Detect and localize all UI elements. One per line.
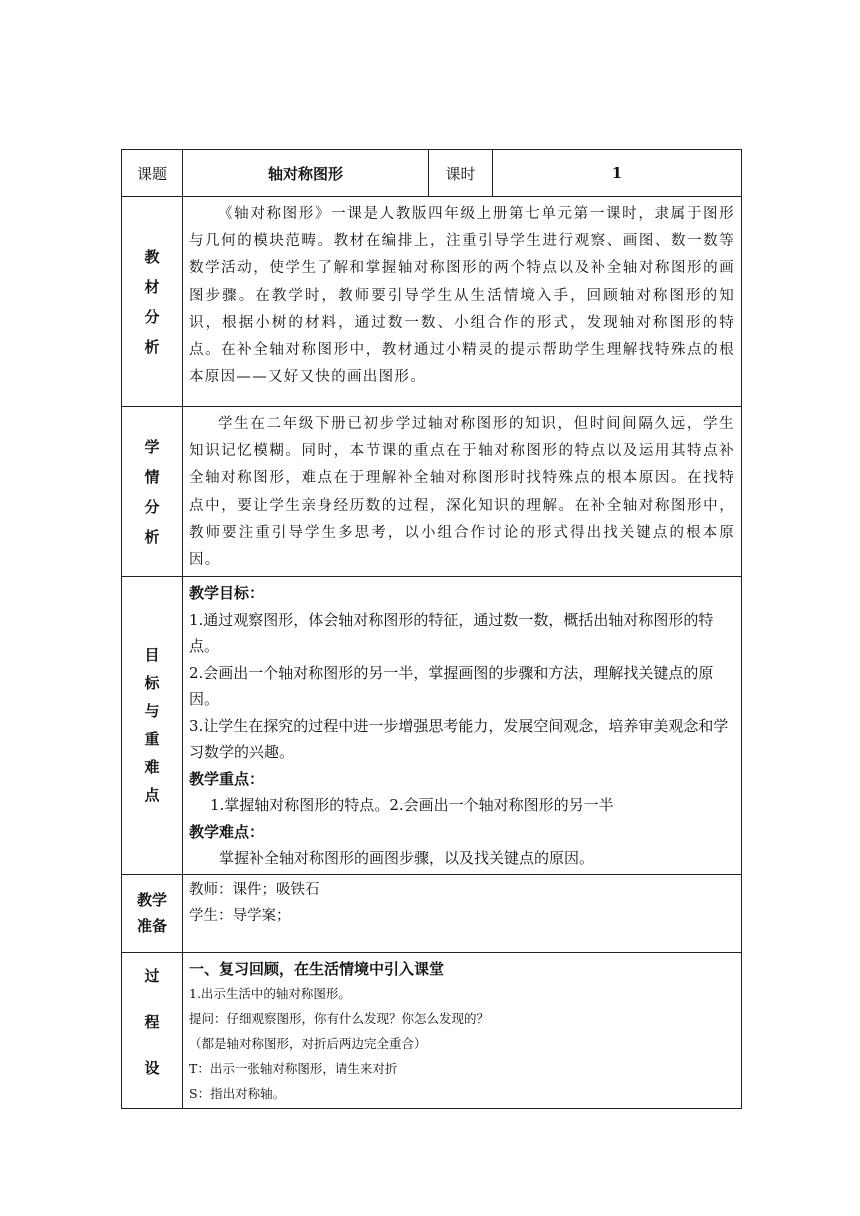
process-line: 提问：仔细观察图形，你有什么发现？你怎么发现的？	[189, 1010, 490, 1026]
process-label: 过 程 设	[122, 952, 183, 1108]
goals-label: 目 标 与 重 难 点	[122, 577, 183, 875]
process-row	[122, 952, 742, 1108]
objectives-heading: 教学目标：	[189, 584, 265, 603]
difficulty-heading: 教学难点：	[189, 822, 265, 841]
material-analysis-label: 教 材 分 析	[122, 197, 183, 407]
preparation-content	[183, 874, 742, 952]
preparation-row	[122, 874, 742, 952]
process-heading: 一、复习回顾，在生活情境中引入课堂	[189, 959, 445, 978]
objective-item: 2.会画出一个轴对称图形的另一半，掌握画图的步骤和方法，理解找关键点的原因。	[189, 663, 714, 709]
process-line: S：指出对称轴。	[189, 1085, 286, 1101]
topic-label: 课题	[122, 150, 183, 197]
material-analysis-content	[183, 197, 742, 407]
process-line: （都是轴对称图形，对折后两边完全重合）	[189, 1035, 427, 1051]
lesson-plan-table	[121, 149, 742, 1109]
student-analysis-text: 学生在二年级下册已初步学过轴对称图形的知识，但时间间隔久远，学生知识记忆模糊。同时，本节课的重点在于轴对称图形的特点以及运用其特点补全轴对称图形，难点在于理解补全轴对称图形时找特殊点的根本原因。在找特点中，要让学生亲身经历数的过程，深化知识的理解。在补全轴对称图形中，教师要注重引导学生多思考，以小组合作讨论的形式得出找关键点的根本原因。	[189, 416, 735, 569]
difficulty-text: 掌握补全轴对称图形的画图步骤，以及找关键点的原因。	[219, 849, 595, 868]
goals-row	[122, 577, 742, 875]
student-analysis-row	[122, 407, 742, 577]
student-analysis-label: 学 情 分 析	[122, 407, 183, 577]
key-points-text: 1.掌握轴对称图形的特点。2.会画出一个轴对称图形的另一半	[210, 796, 614, 815]
topic-value: 轴对称图形	[183, 150, 429, 197]
preparation-label: 教学 准备	[122, 874, 183, 952]
objective-item: 1.通过观察图形，体会轴对称图形的特征，通过数一数，概括出轴对称图形的特点。	[189, 610, 714, 656]
student-materials: 学生：导学案；	[189, 907, 291, 924]
process-content	[183, 952, 742, 1108]
student-analysis-content	[183, 407, 742, 577]
material-analysis-text: 《轴对称图形》一课是人教版四年级上册第七单元第一课时，隶属于图形与几何的模块范畴。教材在编排上，注重引导学生进行观察、画图、数一数等数学活动，使学生了解和掌握轴对称图形的两个特点以及补全轴对称图形的画图步骤。在教学时，教师要引导学生从生活情境入手，回顾轴对称图形的知识，根据小树的材料，通过数一数、小组合作的形式，发现轴对称图形的特点。在补全轴对称图形中，教材通过小精灵的提示帮助学生理解找特殊点的根本原因——又好又快的画出图形。	[189, 206, 735, 386]
header-row	[122, 150, 742, 197]
hours-value: 1	[493, 150, 742, 197]
material-analysis-row	[122, 197, 742, 407]
process-line: T：出示一张轴对称图形，请生来对折	[189, 1060, 398, 1076]
teacher-materials: 教师：课件；吸铁石	[189, 881, 320, 898]
process-line: 1.出示生活中的轴对称图形。	[189, 985, 351, 1001]
key-points-heading: 教学重点：	[189, 769, 265, 788]
hours-label: 课时	[429, 150, 493, 197]
goals-content	[183, 577, 742, 875]
objective-item: 3.让学生在探究的过程中进一步增强思考能力，发展空间观念，培养审美观念和学习数学的兴趣。	[189, 716, 729, 762]
